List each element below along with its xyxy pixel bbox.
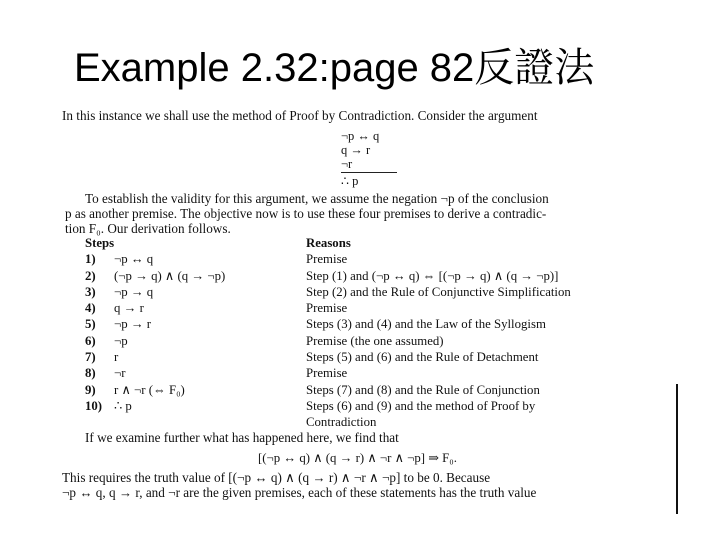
step-reason-line: Steps (6) and (9) and the method of Proof by	[306, 398, 536, 413]
closing-paragraph	[62, 470, 668, 500]
validity-line-2: p as another premise. The objective now is to use these four premises to derive a contradic-	[65, 206, 547, 221]
step-formula: r ∧ ¬r (⇔ F₀)	[114, 382, 185, 397]
derivation-row	[85, 349, 685, 365]
step-reason: Premise (the one assumed)	[306, 333, 444, 348]
argument-divider	[341, 172, 397, 173]
step-formula: ¬p	[114, 333, 128, 348]
step-formula: (¬p → q) ∧ (q → ¬p)	[114, 268, 226, 283]
step-formula: q → r	[114, 301, 144, 316]
derivation-row	[85, 300, 685, 316]
step-number: 9)	[85, 382, 96, 397]
step-number: 1)	[85, 252, 96, 267]
argument-block	[341, 129, 421, 188]
step-reason: Premise	[306, 301, 348, 316]
validity-line-3: tion F₀. Our derivation follows.	[65, 221, 231, 236]
derivation-row	[85, 268, 685, 284]
step-formula: ∴ p	[114, 398, 132, 413]
step-formula: ¬r	[114, 366, 126, 381]
step-formula: ¬p → q	[114, 284, 154, 299]
validity-line-1: To establish the validity for this argument, we assume the negation ¬p of the conclusion	[85, 191, 549, 206]
step-formula: ¬p → r	[114, 317, 152, 332]
argument-premise: ¬p ↔ q	[341, 129, 380, 143]
closing-line-2: ¬p ↔ q, q → r, and ¬r are the given premises, each of these statements has the truth value	[62, 485, 537, 500]
derivation-row	[85, 398, 685, 430]
textbook-scan	[58, 108, 668, 528]
step-number: 4)	[85, 301, 96, 316]
step-number: 3)	[85, 284, 96, 299]
step-reason: Premise	[306, 252, 348, 267]
steps-header: Steps	[85, 236, 115, 250]
step-reason: Step (2) and the Rule of Conjunctive Simplification	[306, 284, 571, 299]
step-number: 2)	[85, 268, 96, 283]
step-reason: Step (1) and (¬p ↔ q) ⇔ [(¬p → q) ∧ (q → ¬p)]	[306, 268, 559, 283]
step-number: 8)	[85, 366, 96, 381]
step-reason	[306, 398, 535, 430]
step-number: 5)	[85, 317, 96, 332]
step-reason: Steps (7) and (8) and the Rule of Conjunction	[306, 382, 540, 397]
step-number: 6)	[85, 333, 96, 348]
step-reason: Steps (3) and (4) and the Law of the Syllogism	[306, 317, 546, 332]
examine-paragraph: If we examine further what has happened here, we find that	[85, 430, 399, 445]
implication-equation: [(¬p ↔ q) ∧ (q → r) ∧ ¬r ∧ ¬p] ⇒ F₀.	[258, 451, 457, 465]
slide-title: Example 2.32:page 82反證法	[74, 46, 595, 90]
step-reason: Steps (5) and (6) and the Rule of Detachment	[306, 350, 539, 365]
step-number: 7)	[85, 350, 96, 365]
closing-line-1: This requires the truth value of [(¬p ↔ q) ∧ (q → r) ∧ ¬r ∧ ¬p] to be 0. Because	[62, 470, 491, 485]
derivation-row	[85, 284, 685, 300]
derivation-row	[85, 365, 685, 381]
derivation-row	[85, 382, 685, 398]
argument-conclusion: ∴ p	[341, 174, 359, 188]
derivation-header-row	[85, 235, 685, 251]
argument-premise: q → r	[341, 143, 371, 157]
intro-paragraph: In this instance we shall use the method of Proof by Contradiction. Consider the argument	[62, 108, 538, 123]
step-formula: r	[114, 350, 119, 365]
derivation-table	[85, 235, 685, 430]
step-reason: Premise	[306, 366, 348, 381]
derivation-row	[85, 251, 685, 267]
step-reason-continuation: Contradiction	[306, 414, 377, 429]
argument-premise: ¬r	[341, 157, 353, 171]
reasons-header: Reasons	[306, 236, 351, 250]
derivation-row	[85, 316, 685, 332]
step-formula: ¬p ↔ q	[114, 252, 154, 267]
scan-edge-line	[676, 384, 678, 514]
derivation-row	[85, 333, 685, 349]
step-number: 10)	[85, 398, 103, 413]
validity-paragraph	[65, 191, 549, 236]
